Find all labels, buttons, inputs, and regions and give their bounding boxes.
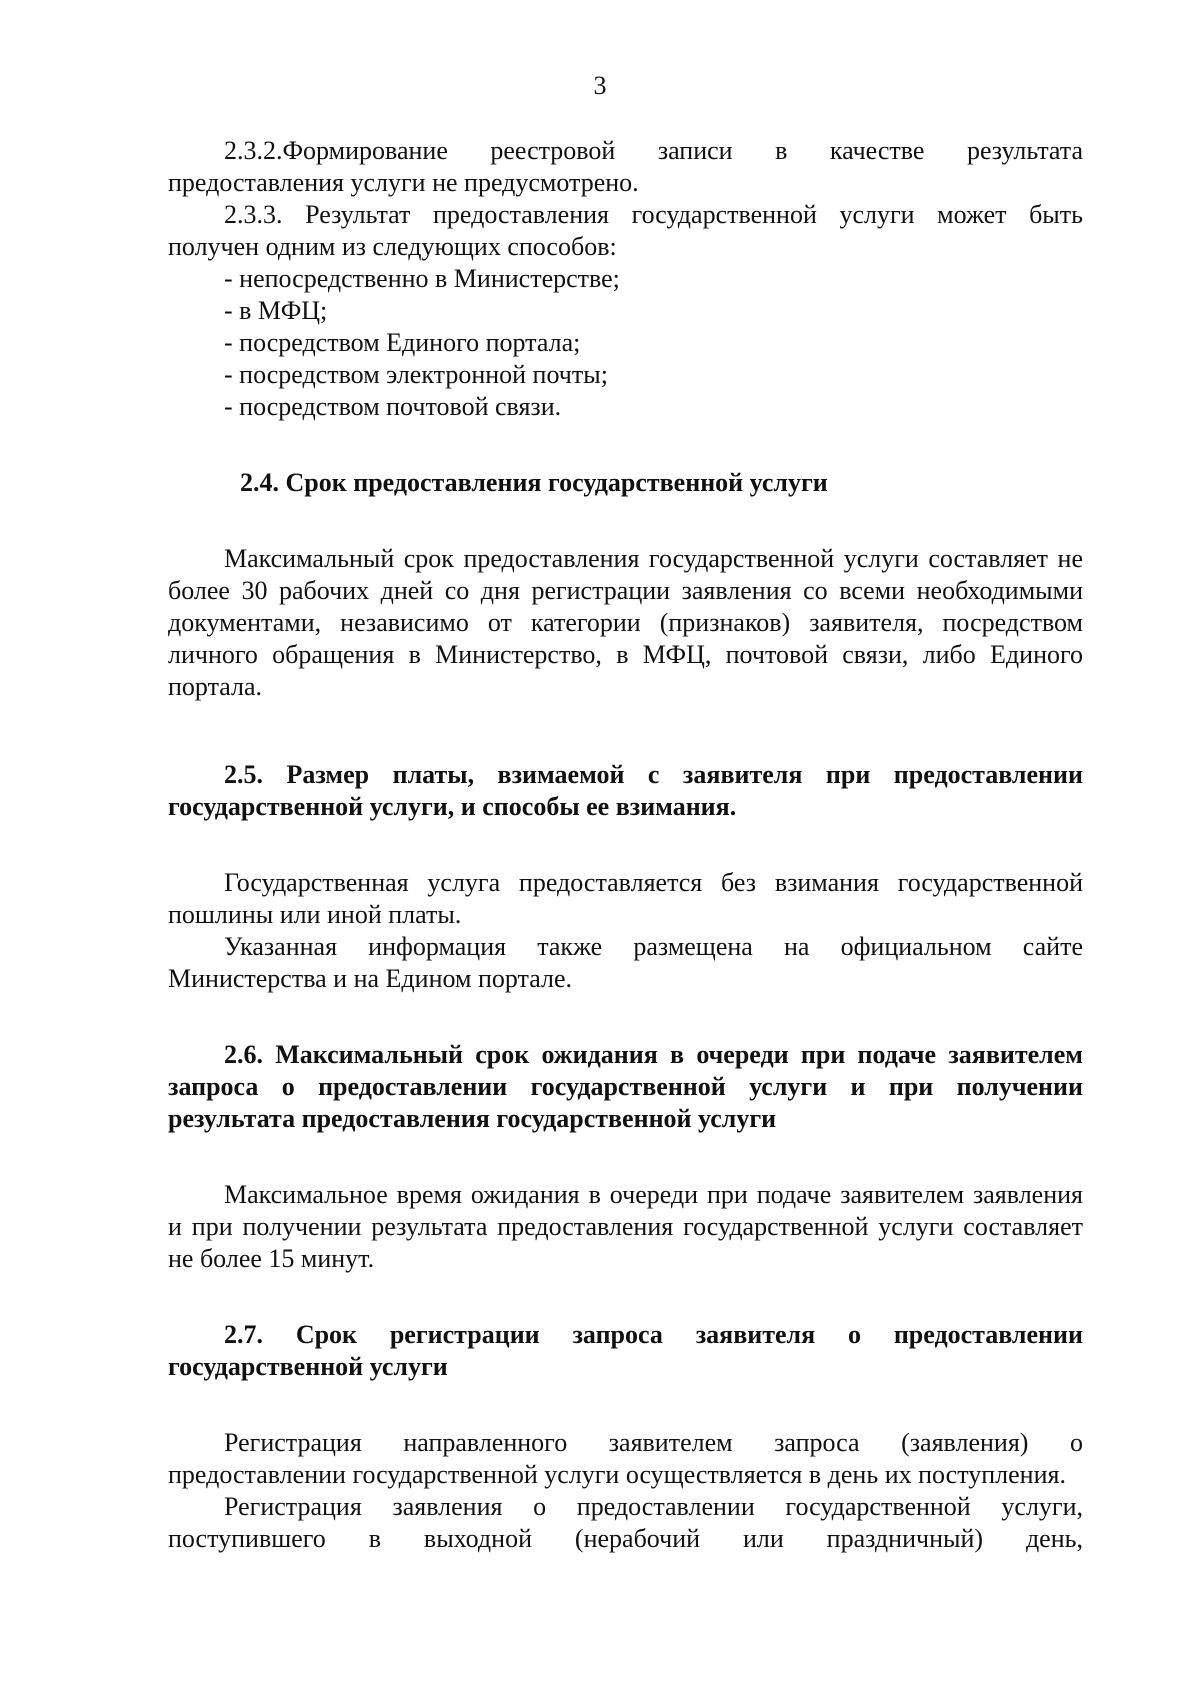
paragraph-2-6: Максимальное время ожидания в очереди при подаче заявителем заявления и при получении результата предоставления государственной услуги составляет не более 15 минут. [168,1180,1083,1273]
result-methods-list [168,263,1083,423]
list-item: - посредством Единого портала; [224,328,581,357]
document-body [168,135,1083,1555]
paragraph-2-3-3: 2.3.3. Результат предоставления государственной услуги может быть получен одним из следующих способов: [168,200,1083,261]
list-item: - в МФЦ; [224,296,328,325]
heading-2-5: 2.5. Размер платы, взимаемой с заявителя при предоставлении государственной услуги, и способы ее взимания. [168,760,1083,821]
list-item: - посредством почтовой связи. [224,392,562,421]
heading-2-4: 2.4. Срок предоставления государственной услуги [240,468,828,497]
heading-2-7: 2.7. Срок регистрации запроса заявителя о предоставлении государственной услуги [168,1320,1083,1381]
paragraph-2-4: Максимальный срок предоставления государственной услуги составляет не более 30 рабочих дней со дня регистрации заявления со всеми необходимыми документами, независимо от категории (признаков) заявителя, посредством личного обращения в Министерство, в МФЦ, почтовой связи, либо Единого портала. [168,544,1083,701]
list-item: - непосредственно в Министерстве; [224,264,620,293]
paragraph-2-5-info: Указанная информация также размещена на официальном сайте Министерства и на Едином портале. [168,932,1083,993]
heading-2-6: 2.6. Максимальный срок ожидания в очереди при подаче заявителем запроса о предоставлении государственной услуги и при получении результата предоставления государственной услуги [168,1040,1083,1133]
paragraph-2-3-2-line2: предоставления услуги не предусмотрено. [168,168,639,197]
paragraph-2-5-fee: Государственная услуга предоставляется без взимания государственной пошлины или иной платы. [168,868,1083,929]
paragraph-2-7-weekend: Регистрация заявления о предоставлении государственной услуги, поступившего в выходной (нерабочий или праздничный) день, [168,1492,1083,1553]
page-number: 3 [593,71,607,100]
list-item: - посредством электронной почты; [224,360,608,389]
paragraph-2-3-2-line1: 2.3.2.Формирование реестровой записи в качестве результата [224,136,1083,165]
paragraph-2-7-registration: Регистрация направленного заявителем запроса (заявления) о предоставлении государственной услуги осуществляется в день их поступления. [168,1428,1083,1489]
